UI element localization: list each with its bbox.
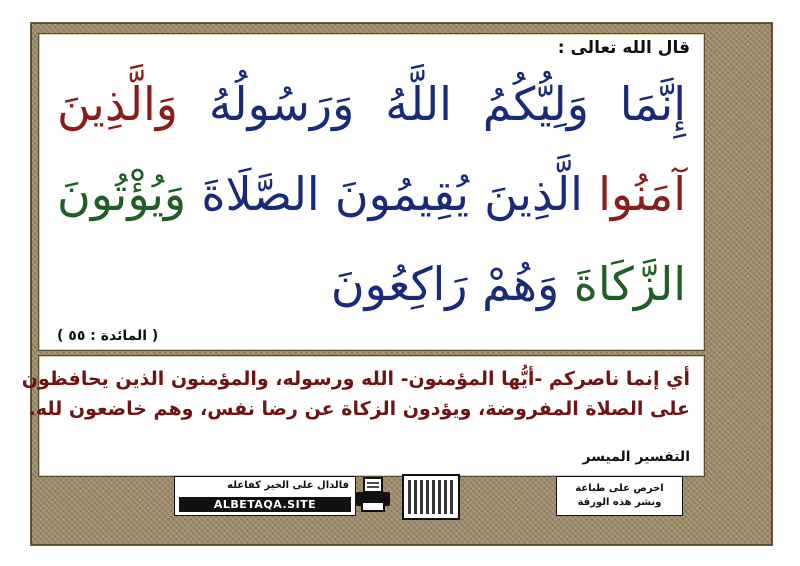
- verse-line-2-green: وَيُؤْتُونَ: [57, 167, 187, 221]
- tafsir-panel: [21, 355, 705, 477]
- verse-line-2-blue: الَّذِينَ يُقِيمُونَ الصَّلَاةَ: [201, 167, 583, 221]
- verse-panel: [38, 33, 705, 351]
- print-note-box: [556, 476, 683, 516]
- logo: [402, 474, 460, 520]
- verse-line-1: [57, 74, 686, 134]
- verse-line-3-blue: وَهُمْ رَاكِعُونَ: [330, 257, 560, 311]
- verse-line-3: [57, 254, 686, 314]
- verse-line-2-red: آمَنُوا: [598, 167, 687, 221]
- dal-text: فالدال على الخير كفاعله: [227, 480, 349, 491]
- verse-intro: قال الله تعالى :: [557, 38, 690, 58]
- verse-line-3-green: الزَّكَاةَ: [573, 257, 686, 311]
- print-note-line-1: احرص على طباعة: [575, 483, 664, 494]
- tafsir-source: التفسير الميسر: [582, 449, 690, 465]
- printer-icon: [352, 476, 394, 514]
- verse-line-1-red: وَالَّذِينَ: [57, 77, 178, 131]
- print-note-line-2: ونشر هذه الورقة: [577, 497, 662, 508]
- print-note: [561, 482, 678, 510]
- tafsir-line-2: على الصلاة المفروضة، ويؤدون الزكاة عن رضا نفس، وهم خاضعون لله.: [28, 398, 690, 420]
- verse-reference: ( المائدة : ٥٥ ): [57, 328, 159, 344]
- site-link[interactable]: ALBETAQA.SITE: [179, 497, 351, 512]
- verse-line-1-blue: إِنَّمَا وَلِيُّكُمُ اللَّهُ وَرَسُولُهُ: [208, 77, 686, 131]
- tafsir-line-1: أي إنما ناصركم -أيُّها المؤمنون- الله ورسوله، والمؤمنون الذين يحافظون: [21, 368, 690, 390]
- verse-line-2: [57, 164, 686, 224]
- site-box: [174, 476, 356, 516]
